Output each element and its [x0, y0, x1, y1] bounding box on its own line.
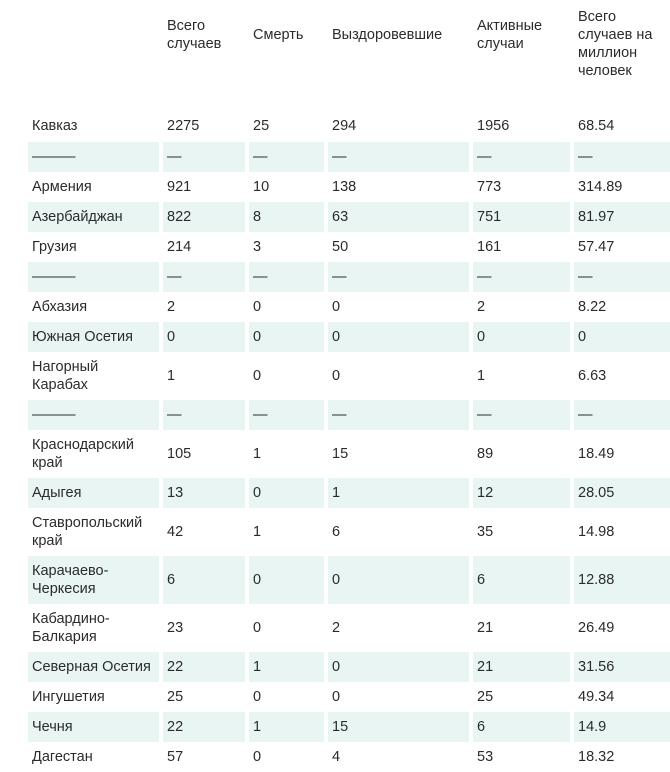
cell-region: Дагестан [32, 749, 93, 765]
cell-cases-per-million: 12.88 [574, 556, 670, 604]
cell-total-cases: 214 [167, 239, 192, 255]
table-row [28, 682, 670, 712]
cell-recovered: 0 [332, 299, 341, 315]
cell-total-cases: 57 [167, 749, 184, 765]
header-total-cases: Всего случаев [167, 18, 222, 52]
cell-recovered: — [328, 400, 469, 430]
cell-recovered: 0 [332, 368, 341, 384]
cell-recovered: 1 [328, 478, 469, 508]
table-row [28, 142, 670, 172]
cell-cases-per-million: 14.98 [578, 524, 615, 540]
cell-total-cases: 822 [163, 202, 245, 232]
cell-total-cases: 2 [167, 299, 176, 315]
cell-total-cases: — [163, 142, 245, 172]
cell-total-cases: 25 [167, 689, 184, 705]
header-deaths: Смерть [253, 27, 304, 43]
cell-recovered: 0 [328, 322, 469, 352]
cell-cases-per-million: 18.49 [578, 446, 615, 462]
cell-deaths: 0 [249, 556, 324, 604]
cell-cases-per-million: 31.56 [574, 652, 670, 682]
table-row [28, 232, 670, 262]
cell-region: Нагорный Карабах [32, 359, 99, 393]
table-row [28, 604, 670, 652]
table-row [28, 712, 670, 742]
cell-recovered: 2 [332, 620, 341, 636]
cell-total-cases: 22 [163, 652, 245, 682]
cell-deaths: 25 [253, 118, 270, 134]
cell-deaths: 8 [249, 202, 324, 232]
cell-region: Чечня [28, 712, 159, 742]
cell-active-cases: — [473, 262, 570, 292]
cell-total-cases: 1 [167, 368, 176, 384]
cell-total-cases: 23 [167, 620, 184, 636]
cell-deaths: 3 [253, 239, 262, 255]
cell-active-cases: 6 [473, 556, 570, 604]
table-row [28, 292, 670, 322]
cell-active-cases: 751 [473, 202, 570, 232]
cell-recovered: 138 [332, 179, 357, 195]
cell-total-cases: 0 [163, 322, 245, 352]
cell-total-cases: 13 [163, 478, 245, 508]
cell-recovered: 15 [332, 446, 349, 462]
cell-active-cases: 53 [477, 749, 494, 765]
cell-total-cases: 2275 [167, 118, 200, 134]
cell-region: Абхазия [32, 299, 88, 315]
cell-deaths: 0 [253, 749, 262, 765]
cell-cases-per-million: 314.89 [578, 179, 623, 195]
cell-deaths: 0 [253, 620, 262, 636]
cell-region: Армения [32, 179, 92, 195]
cell-recovered: — [328, 142, 469, 172]
cell-total-cases: 6 [163, 556, 245, 604]
cell-region: Кавказ [32, 118, 78, 134]
cell-region: Грузия [32, 239, 77, 255]
cell-recovered: 0 [328, 556, 469, 604]
cell-recovered: — [328, 262, 469, 292]
cell-active-cases: — [473, 400, 570, 430]
cell-cases-per-million: 8.22 [578, 299, 607, 315]
cell-deaths: — [249, 142, 324, 172]
cell-recovered: 6 [332, 524, 341, 540]
cell-active-cases: — [473, 142, 570, 172]
cell-region: Южная Осетия [28, 322, 159, 352]
cell-cases-per-million: 49.34 [578, 689, 615, 705]
cell-active-cases: 12 [473, 478, 570, 508]
cell-recovered: 0 [332, 689, 341, 705]
cell-region: Адыгея [28, 478, 159, 508]
cell-active-cases: 1 [477, 368, 486, 384]
cell-deaths: 1 [253, 524, 262, 540]
cell-region: Ингушетия [32, 689, 105, 705]
cell-cases-per-million: 81.97 [574, 202, 670, 232]
cell-deaths: 0 [249, 322, 324, 352]
cell-region: Ставропольский край [32, 515, 143, 549]
cell-cases-per-million: — [574, 400, 670, 430]
cell-cases-per-million: 0 [574, 322, 670, 352]
cell-recovered: 50 [332, 239, 349, 255]
cell-recovered: 63 [328, 202, 469, 232]
cell-active-cases: 21 [477, 620, 494, 636]
table-row [28, 742, 670, 772]
cell-cases-per-million: 6.63 [578, 368, 607, 384]
cell-cases-per-million: 14.9 [574, 712, 670, 742]
cell-active-cases: 25 [477, 689, 494, 705]
cell-deaths: — [249, 262, 324, 292]
cell-cases-per-million: 18.32 [578, 749, 615, 765]
cell-region: Кабардино-Балкария [32, 611, 110, 645]
table-row [28, 400, 670, 430]
cell-deaths: 10 [253, 179, 270, 195]
cell-active-cases: 35 [477, 524, 494, 540]
cell-active-cases: 773 [477, 179, 502, 195]
cell-deaths: 0 [253, 299, 262, 315]
table-row [28, 556, 670, 604]
header-active-cases: Активные случаи [477, 18, 543, 52]
cell-active-cases: 161 [477, 239, 502, 255]
cell-deaths: 0 [253, 368, 262, 384]
cell-cases-per-million: 57.47 [578, 239, 615, 255]
cell-deaths: 0 [249, 478, 324, 508]
cell-recovered: 15 [328, 712, 469, 742]
table-row [28, 262, 670, 292]
header-region [28, 0, 159, 110]
header-recovered: Выздоровевшие [332, 27, 443, 43]
cell-region: ——— [28, 400, 159, 430]
cell-active-cases: 89 [477, 446, 494, 462]
table-row [28, 352, 670, 400]
table-row [28, 110, 670, 142]
cell-active-cases: 0 [473, 322, 570, 352]
cell-deaths: — [249, 400, 324, 430]
table-row [28, 508, 670, 556]
cell-region: Азербайджан [28, 202, 159, 232]
cell-deaths: 0 [253, 689, 262, 705]
cell-cases-per-million: — [574, 142, 670, 172]
cell-recovered: 294 [332, 118, 357, 134]
cell-region: ——— [28, 142, 159, 172]
cell-cases-per-million: 68.54 [578, 118, 615, 134]
cell-active-cases: 6 [473, 712, 570, 742]
cell-deaths: 1 [253, 446, 262, 462]
cell-region: Северная Осетия [28, 652, 159, 682]
table-row [28, 172, 670, 202]
table-row [28, 322, 670, 352]
cell-recovered: 4 [332, 749, 341, 765]
cell-total-cases: 921 [167, 179, 192, 195]
cell-recovered: 0 [328, 652, 469, 682]
cell-active-cases: 1956 [477, 118, 510, 134]
header-row [28, 0, 670, 110]
table-row [28, 430, 670, 478]
cell-region: Карачаево-Черкесия [28, 556, 159, 604]
covid-stats-table [24, 0, 670, 772]
table-row [28, 202, 670, 232]
cell-region: ——— [28, 262, 159, 292]
header-cases-per-million: Всего случаев на миллион человек [578, 9, 653, 79]
cell-active-cases: 2 [477, 299, 486, 315]
cell-region: Краснодарский край [32, 437, 134, 471]
cell-cases-per-million: 26.49 [578, 620, 615, 636]
cell-total-cases: 42 [167, 524, 184, 540]
cell-cases-per-million: 28.05 [574, 478, 670, 508]
cell-deaths: 1 [249, 652, 324, 682]
cell-total-cases: — [163, 262, 245, 292]
cell-deaths: 1 [249, 712, 324, 742]
cell-total-cases: 105 [167, 446, 192, 462]
table-row [28, 652, 670, 682]
cell-total-cases: — [163, 400, 245, 430]
cell-cases-per-million: — [574, 262, 670, 292]
cell-active-cases: 21 [473, 652, 570, 682]
cell-total-cases: 22 [163, 712, 245, 742]
table-row [28, 478, 670, 508]
